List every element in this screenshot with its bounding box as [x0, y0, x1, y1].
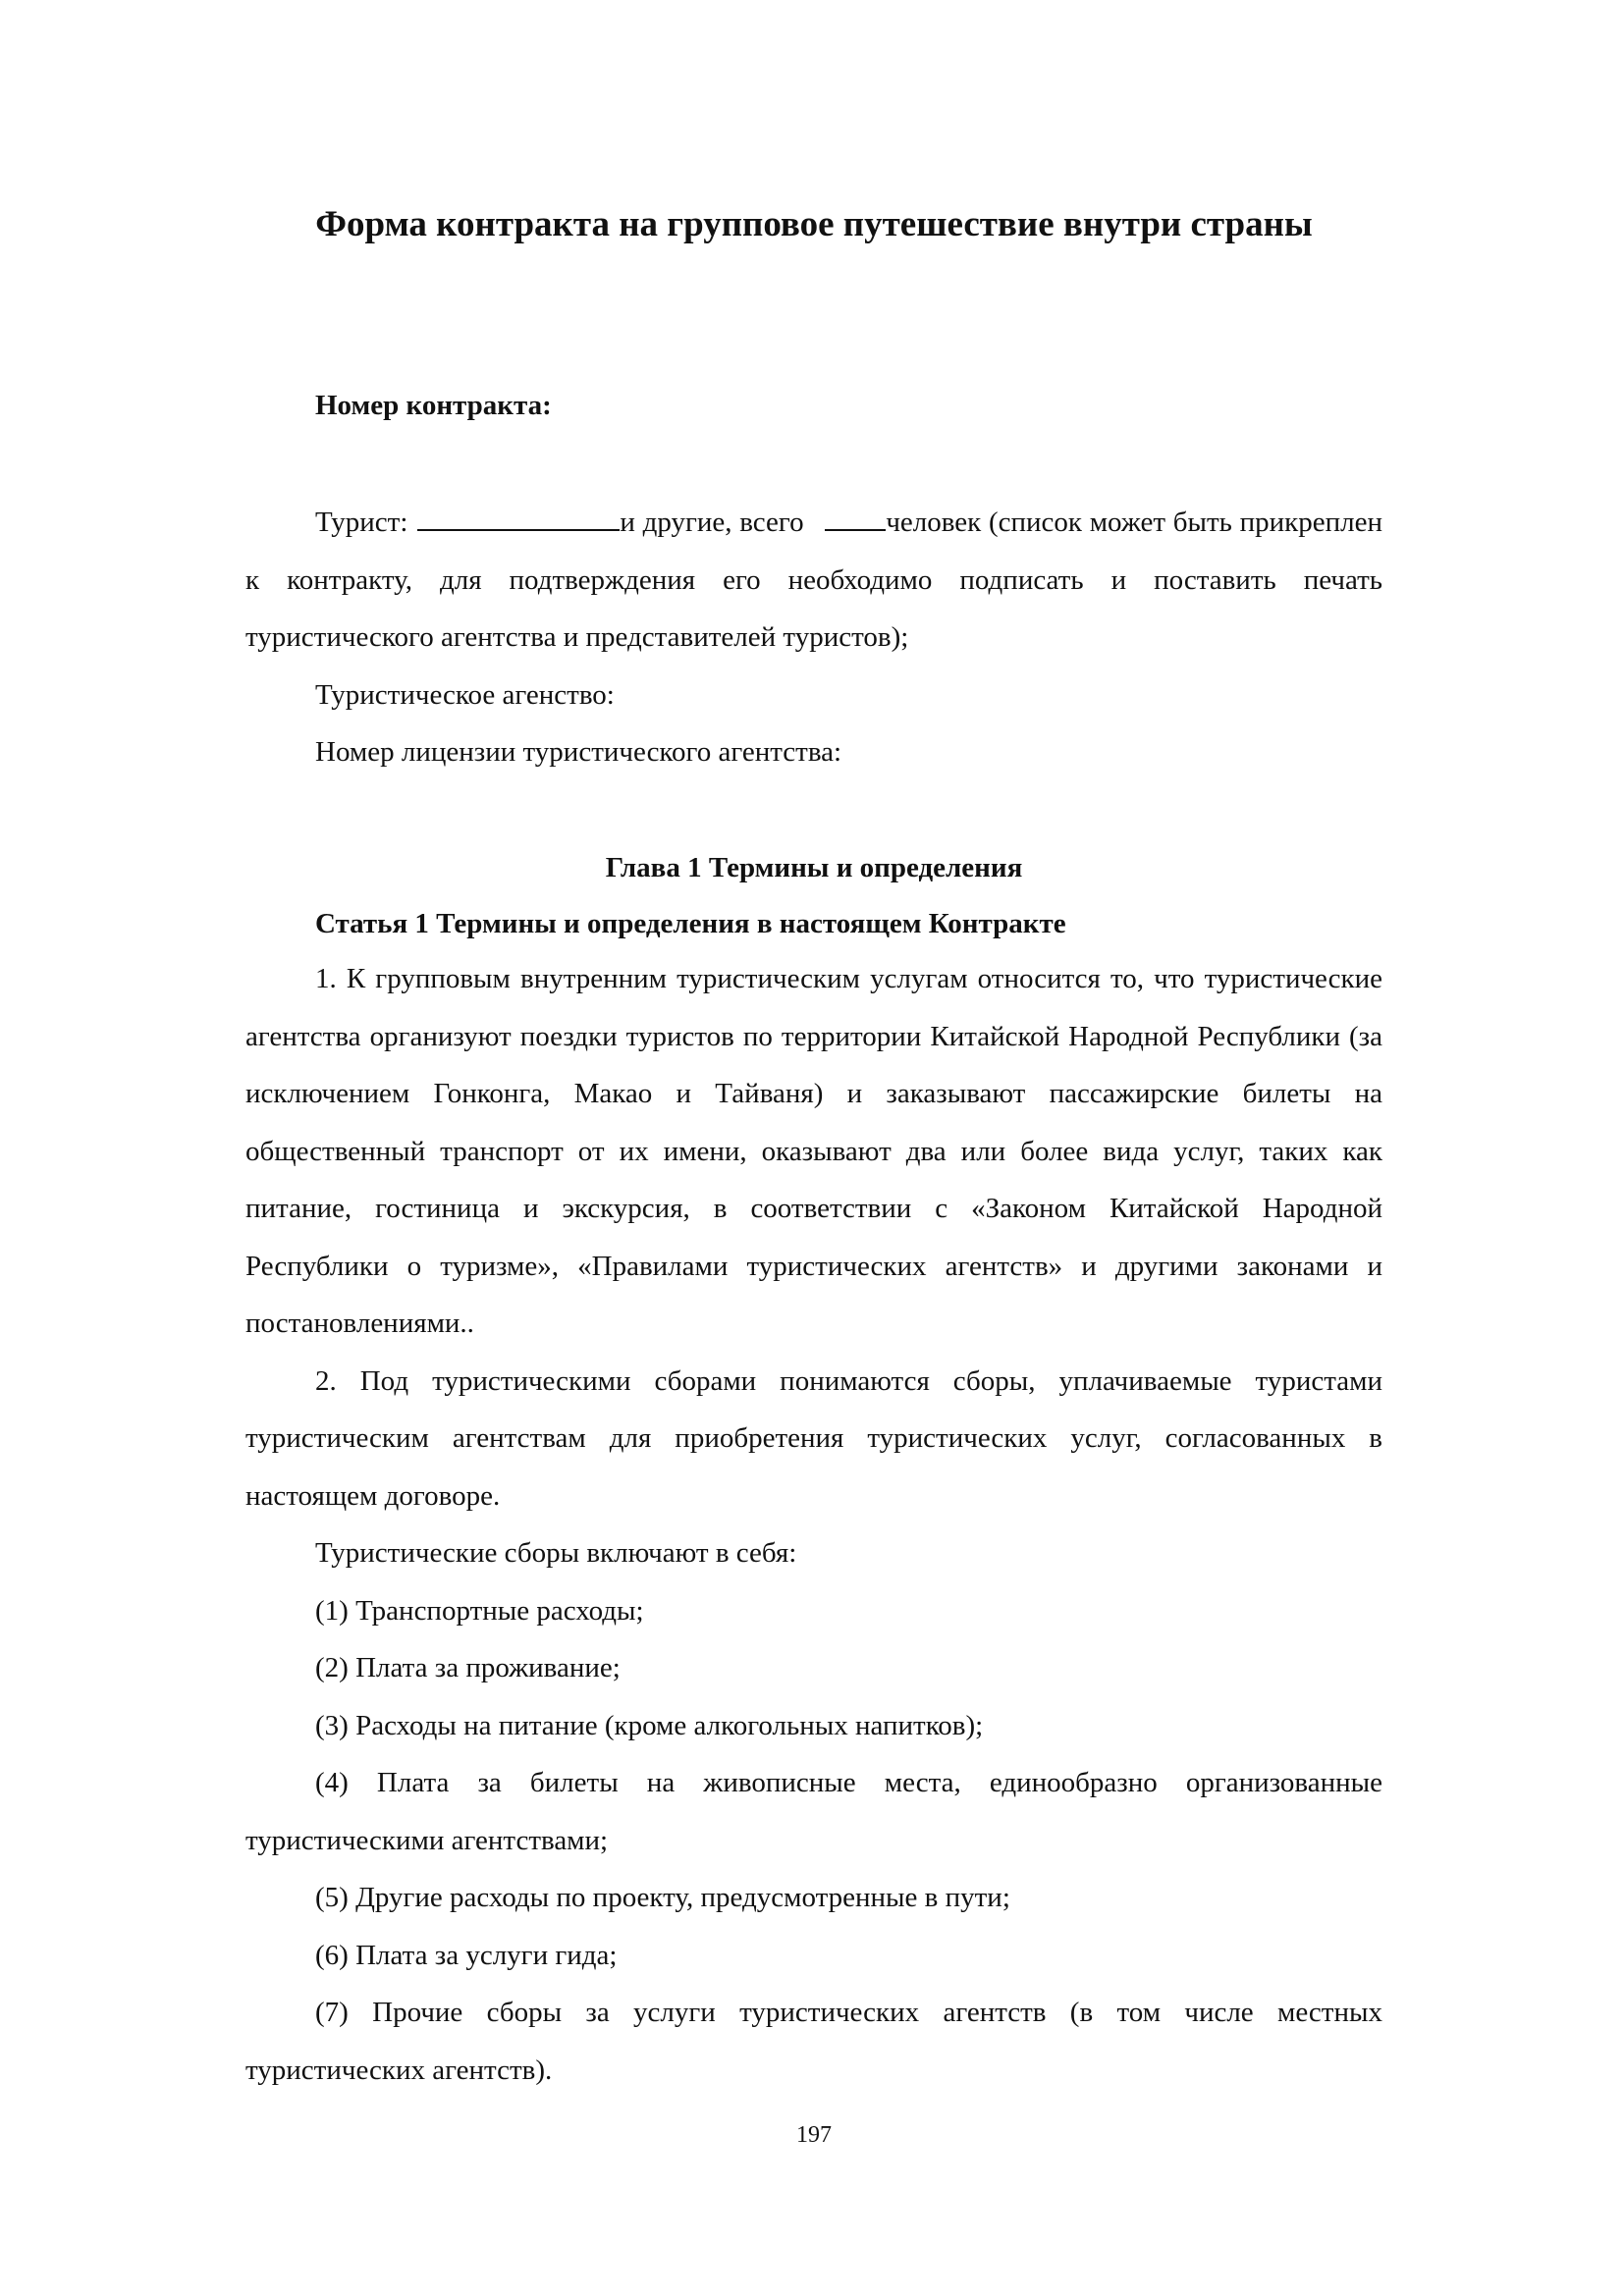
- page-number: 197: [796, 2122, 832, 2148]
- tourist-label: Турист:: [315, 507, 408, 538]
- fee-item-3: (3) Расходы на питание (кроме алкогольных напитков);: [315, 1709, 984, 1741]
- chapter-heading: Глава 1 Термины и определения: [605, 852, 1023, 883]
- tourist-count-blank: [825, 504, 886, 531]
- tourist-list-note: человек (список может быть прикреплен к контракту, для подтверждения его необходимо подписать и поставить печать туристического агентства и представителей туристов);: [245, 507, 1382, 653]
- fee-item-7: (7) Прочие сборы за услуги туристических агентств (в том числе местных туристических агентств).: [245, 1997, 1382, 2086]
- fee-item-5: (5) Другие расходы по проекту, предусмотренные в пути;: [315, 1882, 1010, 1913]
- contract-parties-section: [245, 494, 1382, 781]
- definition-paragraph-2: 2. Под туристическими сборами понимаются сборы, уплачиваемые туристами туристическим агентствам для приобретения туристических услуг, согласованных в настоящем договоре.: [245, 1364, 1382, 1512]
- tourist-name-blank: [417, 504, 620, 531]
- article-heading: Статья 1 Термины и определения в настоящем Контракте: [315, 908, 1066, 939]
- article-body: [245, 950, 1382, 2099]
- license-label: Номер лицензии туристического агентства:: [315, 736, 842, 768]
- definition-paragraph-1: 1. К групповым внутренним туристическим услугам относится то, что туристические агентства организуют поездки туристов по территории Китайской Народной Республики (за исключением Гонконга, Макао и Тайваня) и заказывают пассажирские билеты на общественный транспорт от их имени, оказывают два или более вида услуг, таких как питание, гостиница и экскурсия, в соответствии с «Законом Китайской Народной Республики о туризме», «Правилами туристических агентств» и другими законами и постановлениями..: [245, 963, 1382, 1339]
- fees-intro: Туристические сборы включают в себя:: [315, 1537, 797, 1569]
- contract-number-label: Номер контракта:: [315, 390, 552, 421]
- agency-label: Туристическое агенство:: [315, 678, 615, 711]
- fee-item-6: (6) Плата за услуги гида;: [315, 1939, 618, 1971]
- tourist-others-text: и другие, всего: [620, 507, 804, 538]
- document-title: Форма контракта на групповое путешествие внутри страны: [315, 204, 1313, 244]
- fee-item-1: (1) Транспортные расходы;: [315, 1594, 644, 1627]
- fee-item-4: (4) Плата за билеты на живописные места, единообразно организованные туристическими агентствами;: [245, 1767, 1382, 1856]
- tourist-line: [245, 494, 1382, 667]
- fee-item-2: (2) Плата за проживание;: [315, 1652, 621, 1683]
